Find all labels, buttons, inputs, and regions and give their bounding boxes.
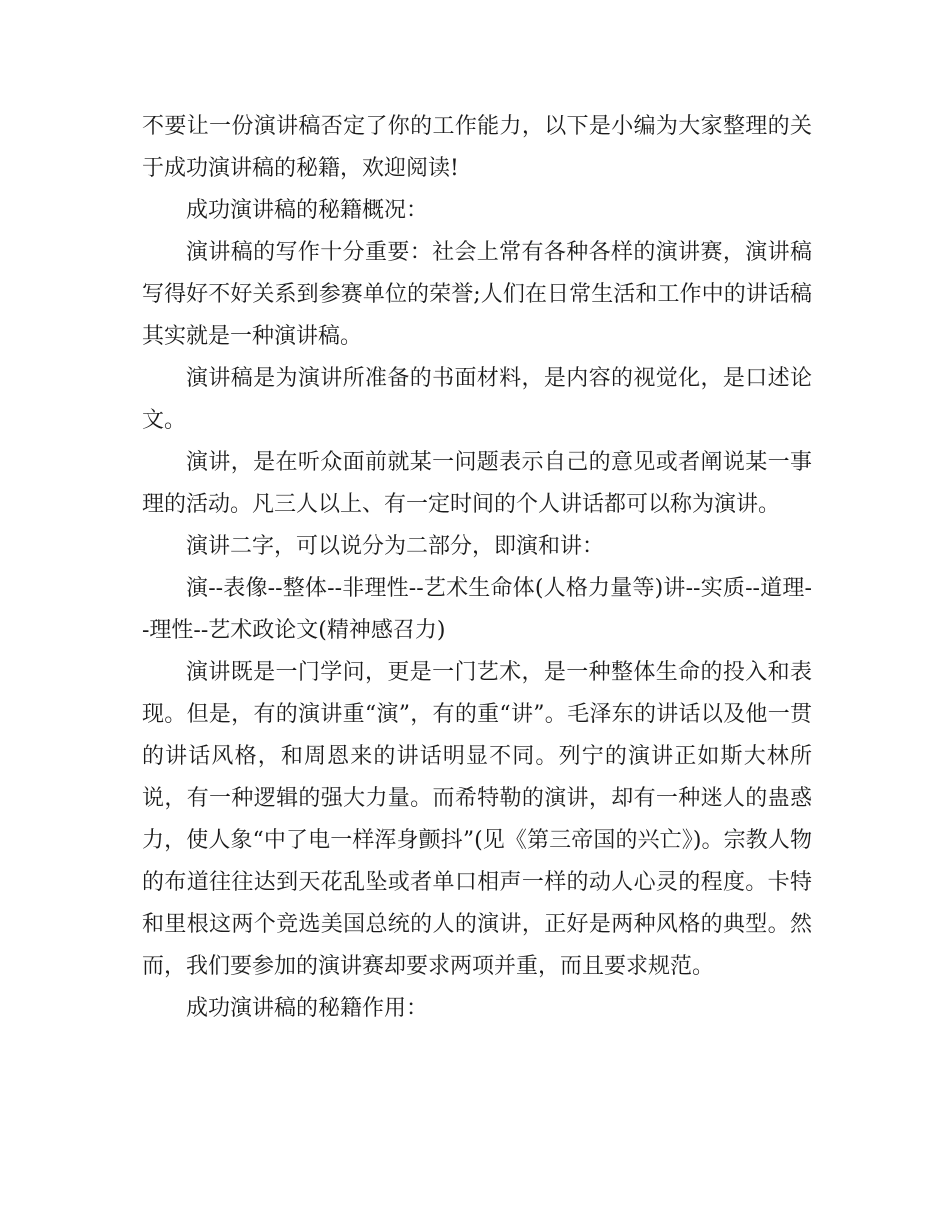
document-page xyxy=(142,106,812,1030)
paragraph-breakdown: 演--表像--整体--非理性--艺术生命体(人格力量等)讲--实质--道理--理性--艺术政论文(精神感召力) xyxy=(142,576,812,643)
paragraph-function-heading: 成功演讲稿的秘籍作用： xyxy=(186,996,429,1021)
paragraph-two-parts: 演讲二字，可以说分为二部分，即演和讲： xyxy=(186,534,605,559)
paragraph-importance: 演讲稿的写作十分重要：社会上常有各种各样的演讲赛，演讲稿写得好不好关系到参赛单位的荣誉;人们在日常生活和工作中的讲话稿其实就是一种演讲稿。 xyxy=(142,240,812,349)
paragraph-intro: 不要让一份演讲稿否定了你的工作能力，以下是小编为大家整理的关于成功演讲稿的秘籍，欢迎阅读! xyxy=(142,114,812,181)
paragraph-overview-heading: 成功演讲稿的秘籍概况： xyxy=(186,198,429,223)
paragraph-definition: 演讲稿是为演讲所准备的书面材料，是内容的视觉化，是口述论文。 xyxy=(142,366,812,433)
paragraph-speech-meaning: 演讲，是在听众面前就某一问题表示自己的意见或者阐说某一事理的活动。凡三人以上、有一定时间的个人讲话都可以称为演讲。 xyxy=(142,450,812,517)
paragraph-art-and-learning: 演讲既是一门学问，更是一门艺术，是一种整体生命的投入和表现。但是，有的演讲重“演”，有的重“讲”。毛泽东的讲话以及他一贯的讲话风格，和周恩来的讲话明显不同。列宁的演讲正如斯大林所说，有一种逻辑的强大力量。而希特勒的演讲，却有一种迷人的蛊惑力，使人象“中了电一样浑身颤抖”(见《第三帝国的兴亡》)。宗教人物的布道往往达到天花乱坠或者单口相声一样的动人心灵的程度。卡特和里根这两个竞选美国总统的人的演讲，正好是两种风格的典型。然而，我们要参加的演讲赛却要求两项并重，而且要求规范。 xyxy=(142,660,812,979)
